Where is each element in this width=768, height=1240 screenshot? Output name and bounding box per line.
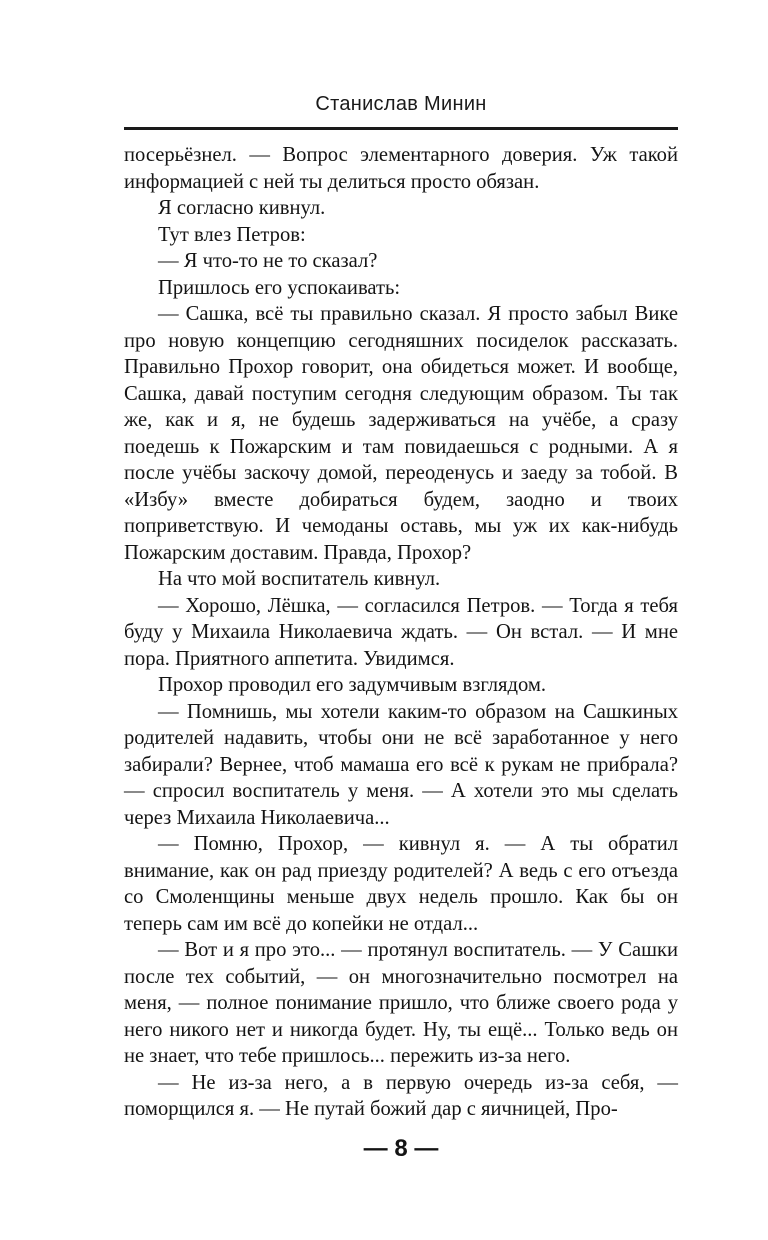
paragraph: посерьёзнел. — Вопрос элементарного доверия. Уж такой информацией с ней ты делиться просто обязан. <box>124 144 678 193</box>
paragraph: — Сашка, всё ты правильно сказал. Я просто забыл Вике про новую концепцию сегодняшних посиделок рассказать. Правильно Прохор говорит, она обидеться может. И вообще, Сашка, давай поступим сегодня следующим образом. Ты так же, как и я, не будешь задерживаться на учёбе, а сразу поедешь к Пожарским и там повидаешься с родными. А я после учёбы заскочу домой, переоденусь и заеду за тобой. В «Избу» вместе добираться будем, заодно и твоих поприветствую. И чемоданы оставь, мы уж их как-нибудь Пожарским доставим. Правда, Прохор? <box>124 303 678 564</box>
paragraph: — Помнишь, мы хотели каким-то образом на Сашкиных родителей надавить, чтобы они не всё заработанное у него забирали? Вернее, чтоб мамаша его всё к рукам не прибрала? — спросил воспитатель у меня. — А хотели это мы сделать через Михаила Николаевича... <box>124 700 678 829</box>
paragraph: Тут влез Петров: <box>158 223 306 246</box>
paragraph: Пришлось его успокаивать: <box>158 276 401 299</box>
paragraph: — Не из-за него, а в первую очередь из-за себя, — поморщился я. — Не путай божий дар с яичницей, Про- <box>124 1071 678 1120</box>
paragraph: — Я что-то не то сказал? <box>158 250 378 272</box>
running-title: Станислав Минин <box>315 93 487 115</box>
paragraph: — Вот и я про это... — протянул воспитатель. — У Сашки после тех событий, — он многозначительно посмотрел на меня, — полное понимание пришло, что ближе своего рода у него никого нет и никогда будет. Ну, ты ещё... Только ведь он не знает, что тебе пришлось... пережить из-за него. <box>124 939 678 1067</box>
page-number: — 8 — <box>363 1135 439 1162</box>
paragraph: — Помню, Прохор, — кивнул я. — А ты обратил внимание, как он рад приезду родителей? А ведь с его отъезда со Смоленщины меньше двух недель прошло. Как бы он теперь сам им всё до копейки не отдал... <box>124 833 678 935</box>
paragraph: На что мой воспитатель кивнул. <box>158 568 441 590</box>
page-body <box>124 142 678 1123</box>
paragraph: Прохор проводил его задумчивым взглядом. <box>158 674 547 696</box>
header-rule <box>124 127 678 130</box>
paragraph: — Хорошо, Лёшка, — согласился Петров. — Тогда я тебя буду у Михаила Николаевича ждать. — Он встал. — И мне пора. Приятного аппетита. Увидимся. <box>124 594 678 670</box>
paragraph: Я согласно кивнул. <box>158 197 326 219</box>
